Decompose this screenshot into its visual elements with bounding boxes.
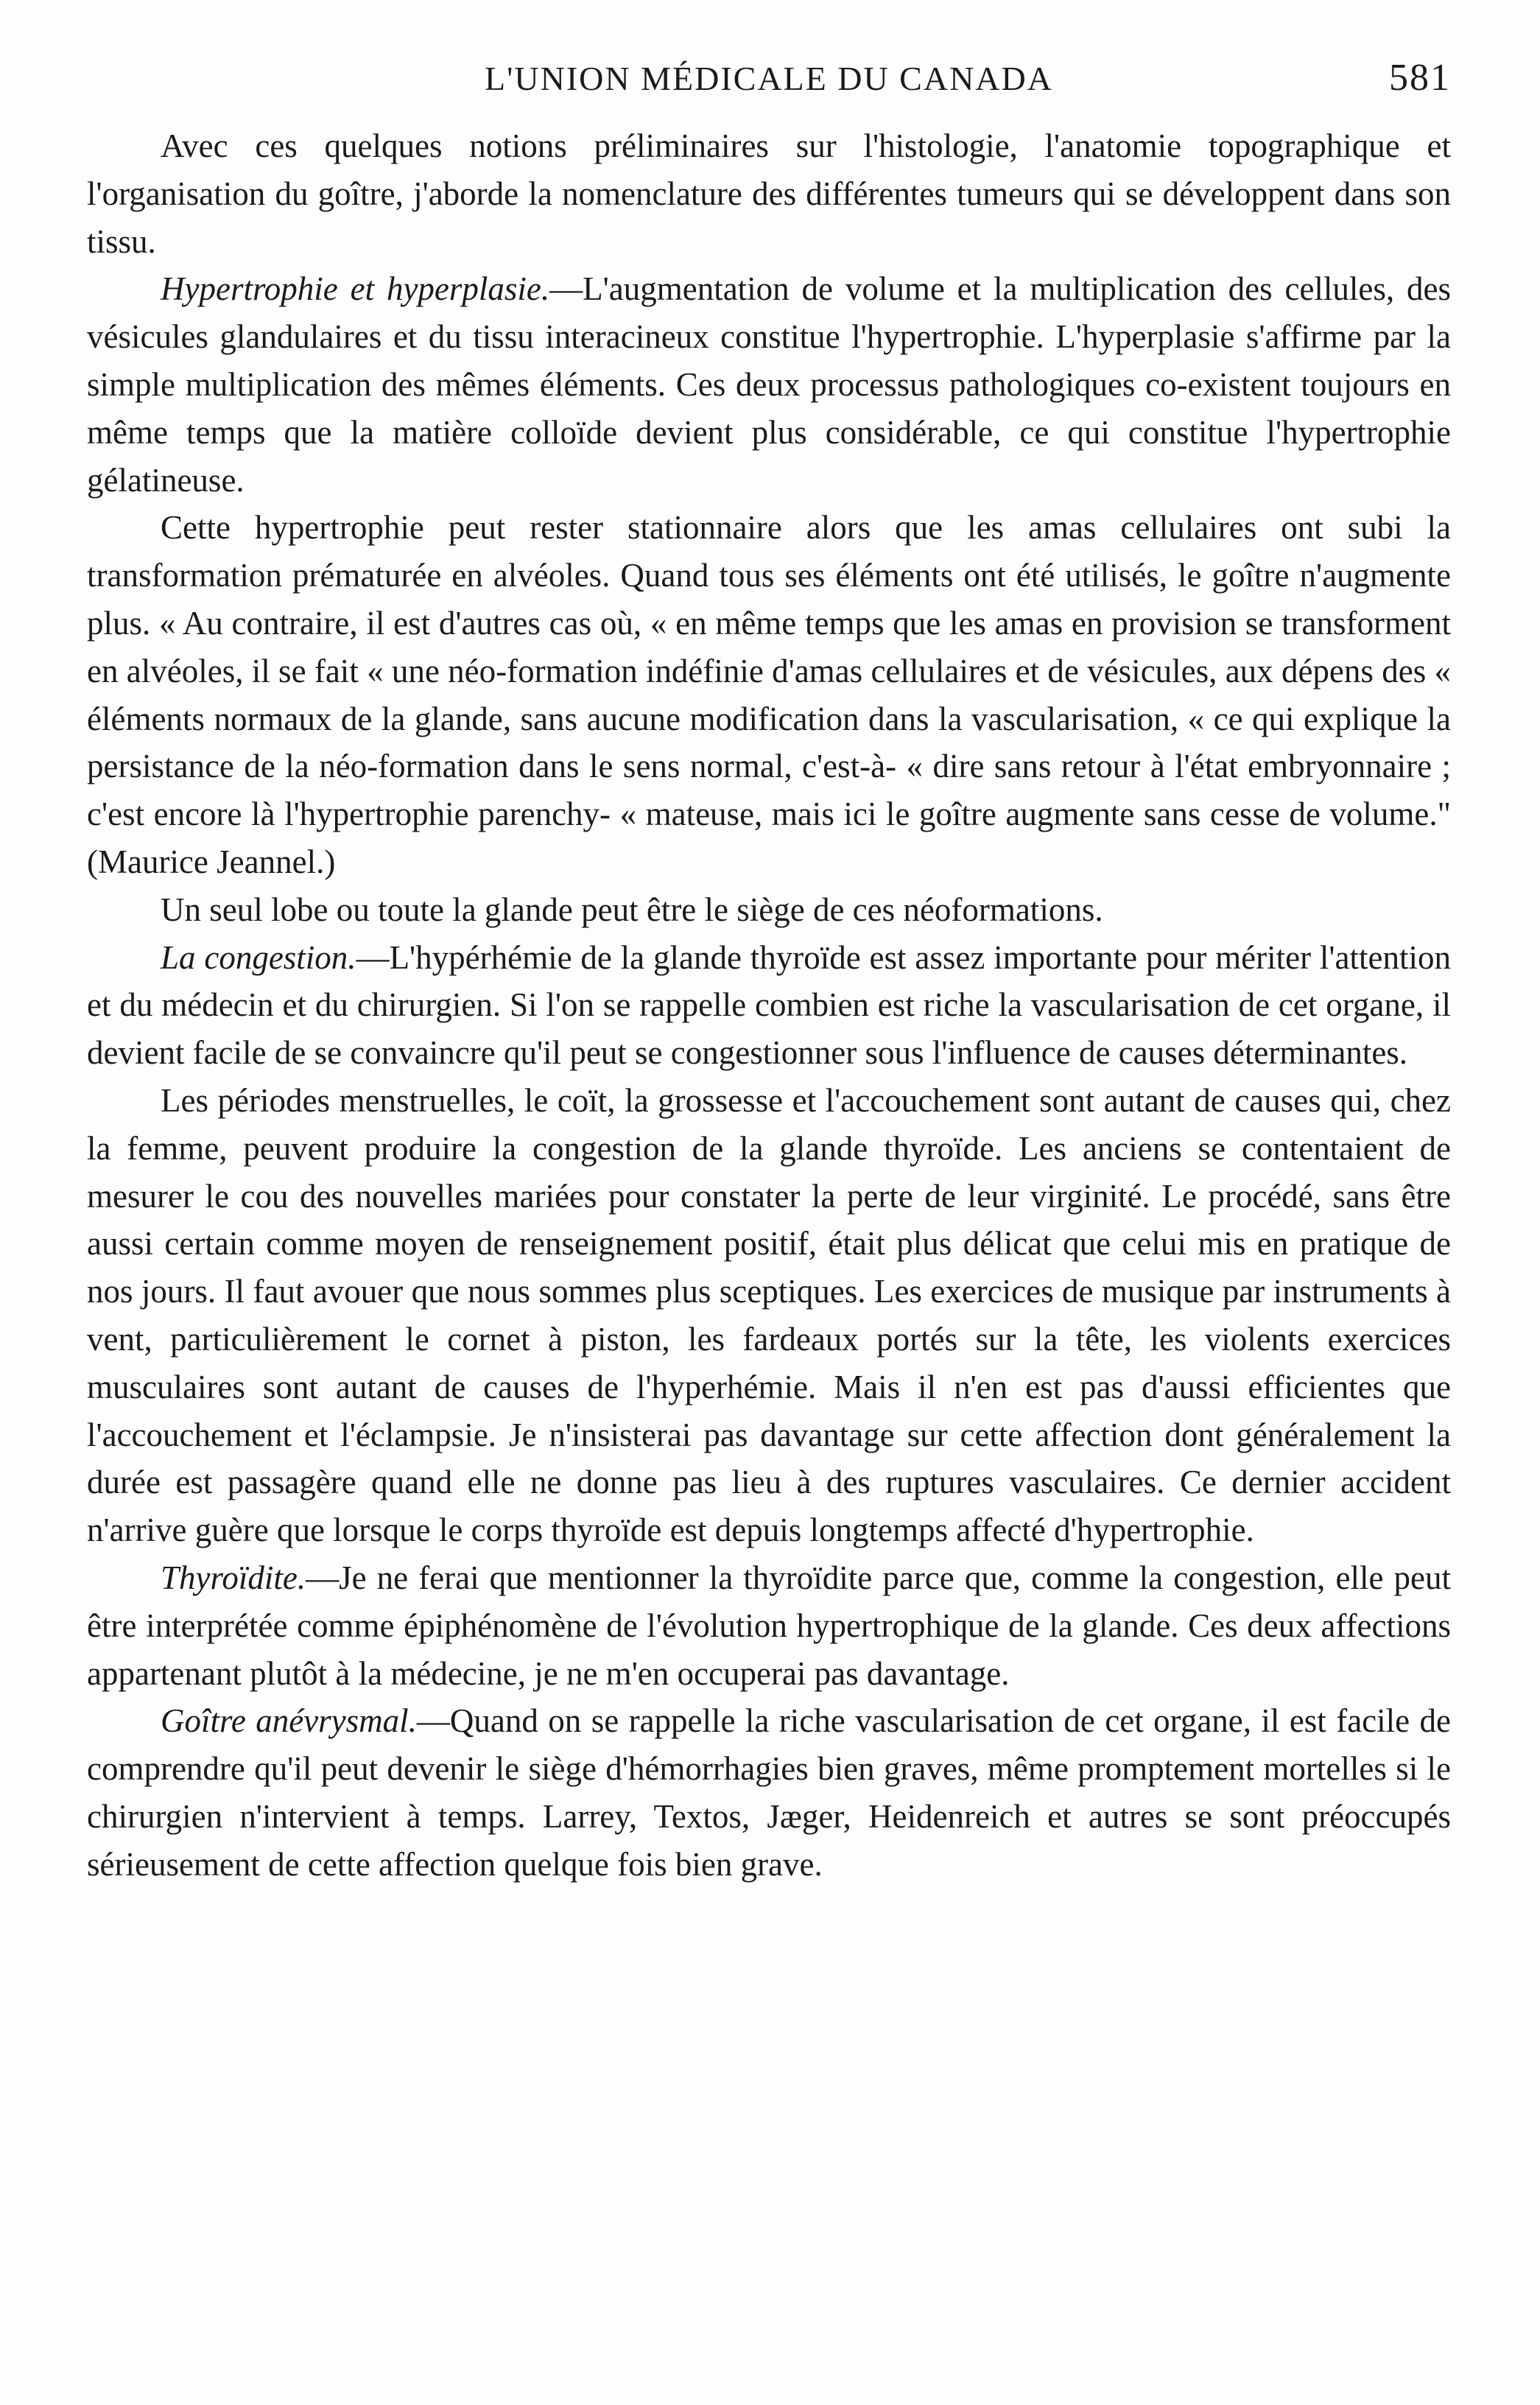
paragraph-heading: Thyroïdite.	[161, 1559, 306, 1596]
paragraph	[87, 122, 1451, 265]
paragraph	[87, 1554, 1451, 1697]
paragraph	[87, 1077, 1451, 1554]
paragraph-text: —Quand on se rappelle la riche vascularisation de cet organe, il est facile de comprendre qu'il peut devenir le siège d'hémorrhagies bien graves, même promptement mortelles si le chirurgien n'intervient à temps. Larrey, Textos, Jæger, Heidenreich et autres se sont préoccupés sérieusement de cette affection quelque fois bien grave.	[87, 1702, 1451, 1883]
paragraph-text: —L'augmentation de volume et la multiplication des cellules, des vésicules glandulaires et du tissu interacineux constitue l'hypertrophie. L'hyperplasie s'affirme par la simple multiplication des mêmes éléments. Ces deux processus pathologiques co-existent toujours en même temps que la matière colloïde devient plus considérable, ce qui constitue l'hypertrophie gélatineuse.	[87, 270, 1451, 499]
journal-title: L'UNION MÉDICALE DU CANADA	[485, 60, 1053, 97]
document-page	[87, 52, 1451, 1888]
paragraph-text: —L'hypérhémie de la glande thyroïde est assez importante pour mériter l'attention et du médecin et du chirurgien. Si l'on se rappelle combien est riche la vascularisation de cet organe, il devient facile de se convaincre qu'il peut se congestionner sous l'influence de causes déterminantes.	[87, 938, 1451, 1072]
running-head	[87, 52, 1451, 122]
paragraph-heading: Goître anévrysmal.	[161, 1702, 417, 1740]
paragraph	[87, 934, 1451, 1077]
paragraph-text: Les périodes menstruelles, le coït, la grossesse et l'accouchement sont autant de causes qui, chez la femme, peuvent produire la congestion de la glande thyroïde. Les anciens se contentaient de mesurer le cou des nouvelles mariées pour constater la perte de leur virginité. Le procédé, sans être aussi certain comme moyen de renseignement positif, était plus délicat que celui mis en pratique de nos jours. Il faut avouer que nous sommes plus sceptiques. Les exercices de musique par instruments à vent, particulièrement le cornet à piston, les fardeaux portés sur la tête, les violents exercices musculaires sont autant de causes de l'hyperhémie. Mais il n'en est pas d'aussi efficientes que l'accouchement et l'éclampsie. Je n'insisterai pas davantage sur cette affection dont généralement la durée est passagère quand elle ne donne pas lieu à des ruptures vasculaires. Ce dernier accident n'arrive guère que lorsque le corps thyroïde est depuis longtemps affecté d'hypertrophie.	[87, 1081, 1451, 1549]
body-text	[87, 122, 1451, 1888]
paragraph-text: Avec ces quelques notions préliminaires sur l'histologie, l'anatomie topographique et l'organisation du goître, j'aborde la nomenclature des différentes tumeurs qui se développent dans son tissu.	[87, 127, 1451, 260]
paragraph	[87, 265, 1451, 504]
paragraph-heading: Hypertrophie et hyperplasie.	[161, 270, 550, 308]
paragraph	[87, 886, 1451, 934]
paragraph-text: Un seul lobe ou toute la glande peut être le siège de ces néoformations.	[161, 891, 1103, 928]
page-number: 581	[1389, 57, 1451, 99]
paragraph-text: —Je ne ferai que mentionner la thyroïdite parce que, comme la congestion, elle peut être interprétée comme épiphénomène de l'évolution hypertrophique de la glande. Ces deux affections appartenant plutôt à la médecine, je ne m'en occuperai pas davantage.	[87, 1559, 1451, 1692]
paragraph-text: Cette hypertrophie peut rester stationnaire alors que les amas cellulaires ont subi la transformation prématurée en alvéoles. Quand tous ses éléments ont été utilisés, le goître n'augmente plus. « Au contraire, il est d'autres cas où, « en même temps que les amas en provision se transforment en alvéoles, il se fait « une néo-formation indéfinie d'amas cellulaires et de vésicules, aux dépens des « éléments normaux de la glande, sans aucune modification dans la vascularisation, « ce qui explique la persistance de la néo-formation dans le sens normal, c'est-à- « dire sans retour à l'état embryonnaire ; c'est encore là l'hypertrophie parenchy- « mateuse, mais ici le goître augmente sans cesse de volume." (Maurice Jeannel.)	[87, 509, 1451, 880]
paragraph-heading: La congestion.	[161, 938, 356, 976]
paragraph	[87, 504, 1451, 885]
paragraph	[87, 1697, 1451, 1888]
